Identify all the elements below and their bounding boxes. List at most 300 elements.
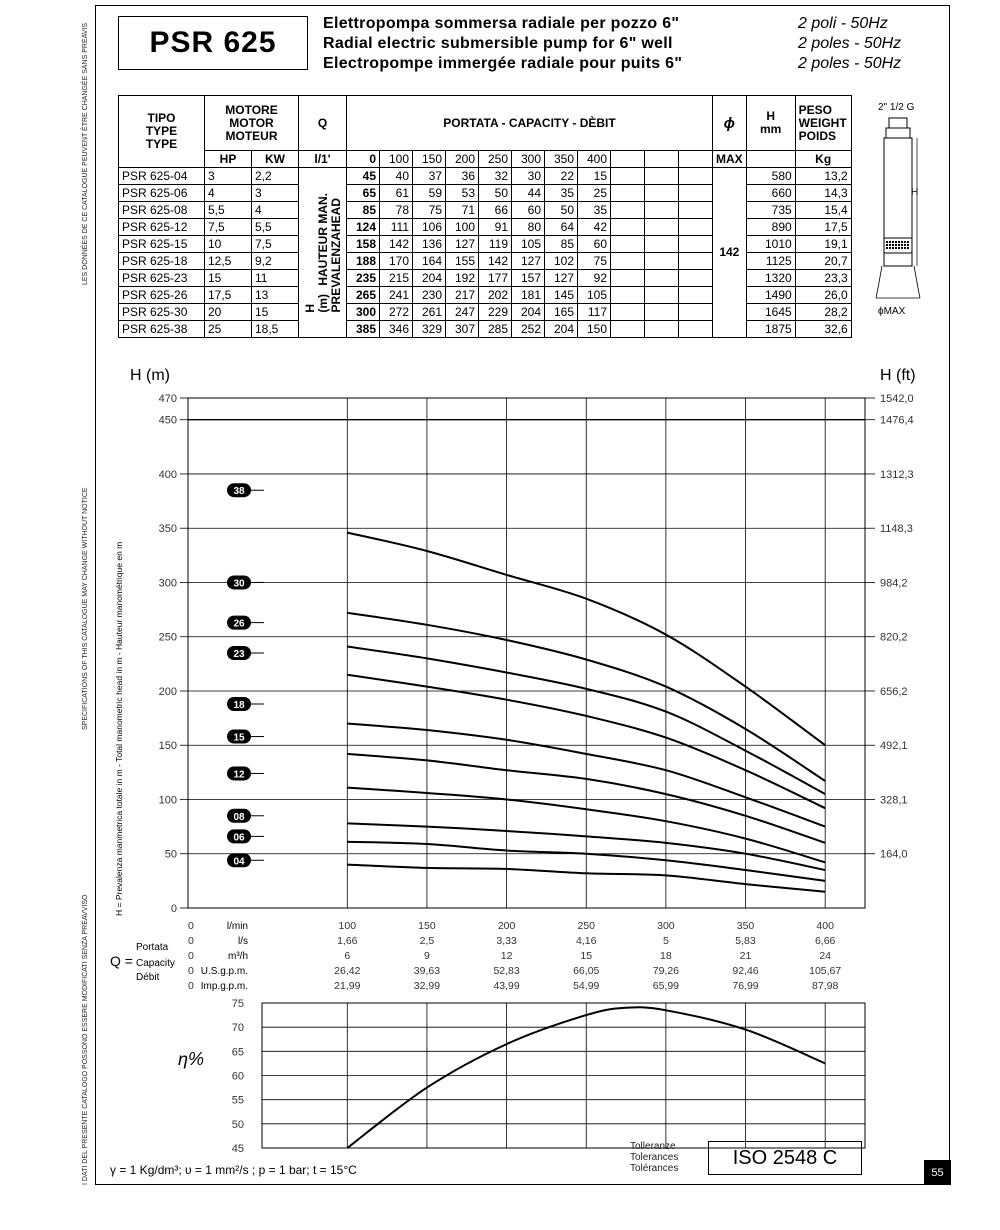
stage-marker-label: 30 <box>233 578 245 590</box>
head-tick-label: 450 <box>158 414 177 427</box>
head-cell: 100 <box>446 219 479 236</box>
prevalenza-text: HAUTEUR MAN. <box>315 192 330 286</box>
grill-dot <box>907 244 909 246</box>
grill-dot <box>895 244 897 246</box>
weight-cell: 19,1 <box>795 236 851 253</box>
head-cell: 127 <box>512 253 545 270</box>
head-cell: 177 <box>479 270 512 287</box>
efficiency-tick-label: 55 <box>231 1094 244 1107</box>
hp-cell: 7,5 <box>205 219 252 236</box>
grill-dot <box>886 244 888 246</box>
poles-italian: 2 poli - 50Hz <box>798 15 888 32</box>
prevalenza-text: H <box>302 303 317 313</box>
grill-dot <box>889 241 891 243</box>
head-cell: 85 <box>545 236 578 253</box>
hp-cell: 12,5 <box>205 253 252 270</box>
head-cell: 241 <box>380 287 413 304</box>
head-cell: 192 <box>446 270 479 287</box>
height-cell: 660 <box>746 185 795 202</box>
head-cell: 188 <box>347 253 380 270</box>
flow-value: 18 <box>660 950 672 962</box>
grill-dot <box>907 241 909 243</box>
prevalenza-text: HEAD <box>328 197 343 232</box>
kw-cell: 18,5 <box>252 321 299 338</box>
empty-cell <box>645 287 679 304</box>
empty-cell <box>645 202 679 219</box>
hp-cell: 17,5 <box>205 287 252 304</box>
grill-dot <box>898 244 900 246</box>
header-weight: PESO WEIGHT POIDS <box>795 96 851 151</box>
grill-dot <box>892 247 894 249</box>
head-cell: 204 <box>413 270 446 287</box>
kw-cell: 3 <box>252 185 299 202</box>
efficiency-tick-label: 50 <box>231 1118 244 1131</box>
stage-marker-label: 04 <box>233 856 245 868</box>
weight-cell: 28,2 <box>795 304 851 321</box>
flow-header-cell: 0 <box>347 151 380 168</box>
head-cell: 64 <box>545 219 578 236</box>
stage-marker-08 <box>227 809 264 823</box>
side-note-english: SPECIFICATIONS OF THIS CATALOGUE MAY CHANGE WITHOUT NOTICE <box>82 487 89 730</box>
flow-value: 300 <box>657 920 675 932</box>
flow-unit-label: m³/h <box>228 951 248 962</box>
flow-header-cell: 400 <box>578 151 611 168</box>
kw-cell: 15 <box>252 304 299 321</box>
empty-cell <box>611 219 645 236</box>
stage-marker-30 <box>227 575 264 589</box>
pump-drawing <box>872 98 932 323</box>
model-title: PSR 625 <box>118 16 308 70</box>
flow-value: 9 <box>424 950 430 962</box>
empty-cell <box>645 168 679 185</box>
flow-header-cell: 350 <box>545 151 578 168</box>
kw-cell: 9,2 <box>252 253 299 270</box>
efficiency-tick-label: 45 <box>231 1143 244 1155</box>
head-cell: 35 <box>545 185 578 202</box>
header-max: MAX <box>713 151 747 168</box>
kw-cell: 7,5 <box>252 236 299 253</box>
empty-cell <box>611 202 645 219</box>
flow-value: 0 <box>188 920 194 932</box>
flow-value: 15 <box>580 950 593 962</box>
stage-marker-15 <box>227 730 264 744</box>
flow-value: 92,46 <box>732 965 759 977</box>
efficiency-tick-label: 65 <box>231 1046 244 1059</box>
head-cell: 15 <box>578 168 611 185</box>
type-cell: PSR 625-23 <box>119 270 205 287</box>
head-cell: 229 <box>479 304 512 321</box>
head-right-tick-label: 328,1 <box>880 794 908 807</box>
head-right-tick-label: 656,2 <box>880 685 908 698</box>
head-cell: 127 <box>446 236 479 253</box>
head-cell: 329 <box>413 321 446 338</box>
grill-dot <box>886 247 888 249</box>
head-cell: 215 <box>380 270 413 287</box>
grill-dot <box>901 244 903 246</box>
head-cell: 252 <box>512 321 545 338</box>
type-cell: PSR 625-26 <box>119 287 205 304</box>
stage-markers <box>227 483 264 867</box>
empty-cell <box>645 304 679 321</box>
title-english: Radial electric submersible pump for 6" well <box>323 35 673 52</box>
header-portata: PORTATA - CAPACITY - DÈBIT <box>347 96 713 151</box>
head-cell: 385 <box>347 321 380 338</box>
efficiency-tick-label: 60 <box>231 1070 244 1083</box>
flow-value: 150 <box>418 920 436 932</box>
efficiency-axis <box>232 998 244 1155</box>
kw-cell: 4 <box>252 202 299 219</box>
poles-english: 2 poles - 50Hz <box>798 35 902 52</box>
head-cell: 272 <box>380 304 413 321</box>
head-cell: 80 <box>512 219 545 236</box>
title-french: Electropompe immergée radiale pour puits 6" <box>323 55 683 72</box>
head-cell: 247 <box>446 304 479 321</box>
header-phi: ϕ <box>713 96 747 151</box>
height-cell: 1320 <box>746 270 795 287</box>
header-q: Q <box>299 96 347 151</box>
flow-value: 6 <box>344 950 351 962</box>
flow-value: 200 <box>497 920 516 932</box>
head-cell: 285 <box>479 321 512 338</box>
type-cell: PSR 625-08 <box>119 202 205 219</box>
empty-cell <box>611 168 645 185</box>
grill-dot <box>892 241 894 243</box>
head-cell: 181 <box>512 287 545 304</box>
header-tipo: TIPO TYPE TYPE <box>119 96 205 168</box>
height-cell: 1645 <box>746 304 795 321</box>
header-kg: Kg <box>795 151 851 168</box>
stage-marker-06 <box>227 829 264 843</box>
grill-dot <box>901 247 903 249</box>
prevalenza-text: PREVALENZA <box>328 231 343 313</box>
flow-header-cell: 100 <box>380 151 413 168</box>
weight-cell: 20,7 <box>795 253 851 270</box>
flow-scale-rows <box>188 920 841 992</box>
hp-cell: 3 <box>205 168 252 185</box>
stage-marker-26 <box>227 616 264 630</box>
flow-value: 250 <box>577 920 596 932</box>
empty-cell <box>679 287 713 304</box>
head-right-tick-label: 1542,0 <box>880 393 914 405</box>
head-cell: 145 <box>545 287 578 304</box>
flow-value: 0 <box>188 965 194 977</box>
empty-cell <box>611 321 645 338</box>
head-cell: 105 <box>512 236 545 253</box>
head-cell: 261 <box>413 304 446 321</box>
empty-cell <box>679 219 713 236</box>
flow-header-cell: 200 <box>446 151 479 168</box>
empty-cell <box>679 253 713 270</box>
pump-connection-label: 2" 1/2 G <box>878 102 915 113</box>
flow-value: 5,83 <box>735 935 756 947</box>
pump-intake-grill <box>886 241 909 249</box>
flow-value: 24 <box>819 950 832 962</box>
head-cell: 117 <box>578 304 611 321</box>
head-cell: 36 <box>446 168 479 185</box>
spec-table <box>118 95 852 338</box>
diameter-cell: 142 <box>713 168 747 338</box>
stage-marker-label: 12 <box>233 769 245 781</box>
head-cell: 124 <box>347 219 380 236</box>
empty-cell <box>645 270 679 287</box>
flow-value: 400 <box>816 920 834 932</box>
poles-frequency <box>798 14 901 74</box>
page-number: 55 <box>924 1160 951 1185</box>
hp-cell: 25 <box>205 321 252 338</box>
head-right-tick-label: 1312,3 <box>880 468 914 481</box>
empty-cell <box>679 168 713 185</box>
weight-cell: 17,5 <box>795 219 851 236</box>
flow-label-q: Q = <box>110 953 133 969</box>
prevalenza-text: (m) <box>315 293 330 313</box>
height-cell: 1125 <box>746 253 795 270</box>
flow-header-cell: 150 <box>413 151 446 168</box>
height-cell: 735 <box>746 202 795 219</box>
type-cell: PSR 625-12 <box>119 219 205 236</box>
head-cell: 78 <box>380 202 413 219</box>
flow-label-capacity: Capacity <box>136 958 175 969</box>
head-tick-label: 0 <box>170 903 177 915</box>
weight-cell: 13,2 <box>795 168 851 185</box>
pump-body-outline <box>884 138 912 238</box>
head-cell: 158 <box>347 236 380 253</box>
cable-line-left <box>876 266 882 298</box>
head-cell: 22 <box>545 168 578 185</box>
stage-marker-label: 08 <box>233 811 245 823</box>
height-cell: 580 <box>746 168 795 185</box>
head-cell: 217 <box>446 287 479 304</box>
head-cell: 105 <box>578 287 611 304</box>
head-cell: 71 <box>446 202 479 219</box>
flow-value: 21 <box>739 950 752 962</box>
header-kw: KW <box>252 151 299 168</box>
height-cell: 890 <box>746 219 795 236</box>
flow-header-empty <box>645 151 679 168</box>
grill-dot <box>892 244 894 246</box>
head-right-tick-label: 1148,3 <box>880 523 913 536</box>
pump-motor-outline <box>884 253 912 266</box>
kw-cell: 5,5 <box>252 219 299 236</box>
type-cell: PSR 625-06 <box>119 185 205 202</box>
flow-value: 2,5 <box>419 935 435 947</box>
empty-cell <box>645 219 679 236</box>
poles-french: 2 poles - 50Hz <box>798 55 902 72</box>
head-cell: 142 <box>479 253 512 270</box>
flow-value: 54,99 <box>573 980 600 992</box>
flow-value: 65,99 <box>652 980 680 992</box>
grill-dot <box>901 241 903 243</box>
grill-dot <box>895 241 897 243</box>
type-cell: PSR 625-18 <box>119 253 205 270</box>
flow-value: 6,66 <box>814 935 836 947</box>
head-cell: 42 <box>578 219 611 236</box>
flow-value: 350 <box>736 920 755 932</box>
height-cell: 1010 <box>746 236 795 253</box>
head-cell: 204 <box>512 304 545 321</box>
head-cell: 300 <box>347 304 380 321</box>
flow-value: 0 <box>188 980 194 992</box>
head-tick-label: 470 <box>158 393 177 405</box>
head-cell: 119 <box>479 236 512 253</box>
grill-dot <box>886 241 888 243</box>
head-tick-label: 100 <box>158 794 177 807</box>
head-cell: 165 <box>545 304 578 321</box>
empty-cell <box>611 287 645 304</box>
empty-cell <box>679 236 713 253</box>
prevalenza-label <box>299 168 347 338</box>
flow-value: 39,63 <box>413 965 441 977</box>
empty-cell <box>679 270 713 287</box>
header-motor: MOTORE MOTOR MOTEUR <box>205 96 299 151</box>
stage-marker-label: 23 <box>233 649 245 660</box>
head-cell: 202 <box>479 287 512 304</box>
hp-cell: 5,5 <box>205 202 252 219</box>
empty-cell <box>679 202 713 219</box>
efficiency-tick-label: 70 <box>231 1022 244 1035</box>
grill-dot <box>904 247 906 249</box>
type-cell: PSR 625-38 <box>119 321 205 338</box>
flow-unit-label: l/min <box>226 921 248 932</box>
flow-value: 100 <box>338 920 357 932</box>
flow-value: 5 <box>662 935 669 947</box>
head-cell: 60 <box>578 236 611 253</box>
head-tick-label: 250 <box>158 631 177 644</box>
head-cell: 45 <box>347 168 380 185</box>
head-right-tick-label: 164,0 <box>880 848 908 861</box>
head-tick-label: 50 <box>164 848 177 861</box>
header-lmin: l/1' <box>299 151 347 168</box>
head-cell: 40 <box>380 168 413 185</box>
weight-cell: 23,3 <box>795 270 851 287</box>
head-cell: 75 <box>578 253 611 270</box>
head-cell: 25 <box>578 185 611 202</box>
cable-line-right <box>914 266 920 298</box>
header-empty <box>746 151 795 168</box>
flow-label-portata: Portata <box>136 942 169 953</box>
stage-marker-label: 06 <box>233 832 245 844</box>
stage-marker-38 <box>227 483 264 497</box>
head-cell: 307 <box>446 321 479 338</box>
grill-dot <box>904 244 906 246</box>
pump-head-outline <box>889 118 907 128</box>
height-cell: 1490 <box>746 287 795 304</box>
flow-value: 0 <box>188 950 194 962</box>
kw-cell: 13 <box>252 287 299 304</box>
head-axis-title-left: H (m) <box>130 367 170 384</box>
product-titles <box>323 14 682 74</box>
head-curve-chart <box>0 360 1000 920</box>
type-cell: PSR 625-15 <box>119 236 205 253</box>
head-chart-left-axis <box>159 393 188 915</box>
hp-cell: 20 <box>205 304 252 321</box>
grill-dot <box>898 247 900 249</box>
head-cell: 111 <box>380 219 413 236</box>
conditions-note: γ = 1 Kg/dm³; υ = 1 mm²/s ; p = 1 bar; t = 15°C <box>110 1163 357 1177</box>
empty-cell <box>679 185 713 202</box>
weight-cell: 14,3 <box>795 185 851 202</box>
head-cell: 85 <box>347 202 380 219</box>
efficiency-label: η% <box>178 1049 204 1069</box>
efficiency-chart <box>0 995 1000 1160</box>
stage-marker-label: 18 <box>233 700 245 711</box>
flow-label-debit: Débit <box>136 972 160 983</box>
empty-cell <box>645 253 679 270</box>
head-cell: 235 <box>347 270 380 287</box>
flow-value: 3,33 <box>496 935 517 947</box>
stage-marker-label: 15 <box>233 732 245 744</box>
head-cell: 204 <box>545 321 578 338</box>
table-row <box>119 168 852 185</box>
empty-cell <box>679 321 713 338</box>
flow-value: 0 <box>188 935 194 947</box>
head-cell: 164 <box>413 253 446 270</box>
head-cell: 106 <box>413 219 446 236</box>
head-right-tick-label: 984,2 <box>880 577 908 590</box>
head-cell: 53 <box>446 185 479 202</box>
flow-value: 79,26 <box>652 965 680 977</box>
grill-dot <box>889 244 891 246</box>
empty-cell <box>645 185 679 202</box>
flow-value: 4,16 <box>576 935 597 947</box>
head-cell: 35 <box>578 202 611 219</box>
head-cell: 30 <box>512 168 545 185</box>
head-cell: 230 <box>413 287 446 304</box>
head-tick-label: 300 <box>158 577 177 590</box>
empty-cell <box>611 253 645 270</box>
head-cell: 155 <box>446 253 479 270</box>
grill-dot <box>907 247 909 249</box>
tolerance-label: Tolleranze Tolerances Tolérances <box>630 1141 679 1174</box>
empty-cell <box>611 185 645 202</box>
side-note-french: LES DONNÉES DE CE CATALOGUE PEUVENT ÊTRE CHANGÉE SANS PREAVIS <box>82 22 89 285</box>
head-cell: 66 <box>479 202 512 219</box>
efficiency-tick-label: 75 <box>231 998 244 1010</box>
head-right-tick-label: 820,2 <box>880 631 908 644</box>
weight-cell: 15,4 <box>795 202 851 219</box>
height-cell: 1875 <box>746 321 795 338</box>
flow-value: 76,99 <box>732 980 759 992</box>
flow-header-cell: 250 <box>479 151 512 168</box>
efficiency-chart-grid <box>262 1003 865 1148</box>
head-cell: 37 <box>413 168 446 185</box>
head-cell: 75 <box>413 202 446 219</box>
weight-cell: 26,0 <box>795 287 851 304</box>
head-cell: 60 <box>512 202 545 219</box>
flow-value: 87,98 <box>812 980 839 992</box>
hp-cell: 15 <box>205 270 252 287</box>
head-cell: 157 <box>512 270 545 287</box>
grill-dot <box>895 247 897 249</box>
stage-marker-04 <box>227 853 264 867</box>
stage-marker-12 <box>227 766 264 780</box>
head-cell: 59 <box>413 185 446 202</box>
head-cell: 91 <box>479 219 512 236</box>
empty-cell <box>645 236 679 253</box>
flow-value: 21,99 <box>334 980 361 992</box>
header-hp: HP <box>205 151 252 168</box>
head-cell: 150 <box>578 321 611 338</box>
pump-diameter-label: ϕMAX <box>878 306 906 317</box>
pump-neck-outline <box>886 128 910 138</box>
grill-dot <box>898 241 900 243</box>
flow-value: 12 <box>500 950 513 962</box>
head-cell: 346 <box>380 321 413 338</box>
flow-value: 26,42 <box>334 965 361 977</box>
head-axis-label-rotated: H = Prevalenza manmetrica totale in m - Total manometric head in m - Hauteur manométrique en m <box>114 541 124 916</box>
flow-header-empty <box>611 151 645 168</box>
head-cell: 50 <box>479 185 512 202</box>
head-tick-label: 350 <box>158 523 177 536</box>
